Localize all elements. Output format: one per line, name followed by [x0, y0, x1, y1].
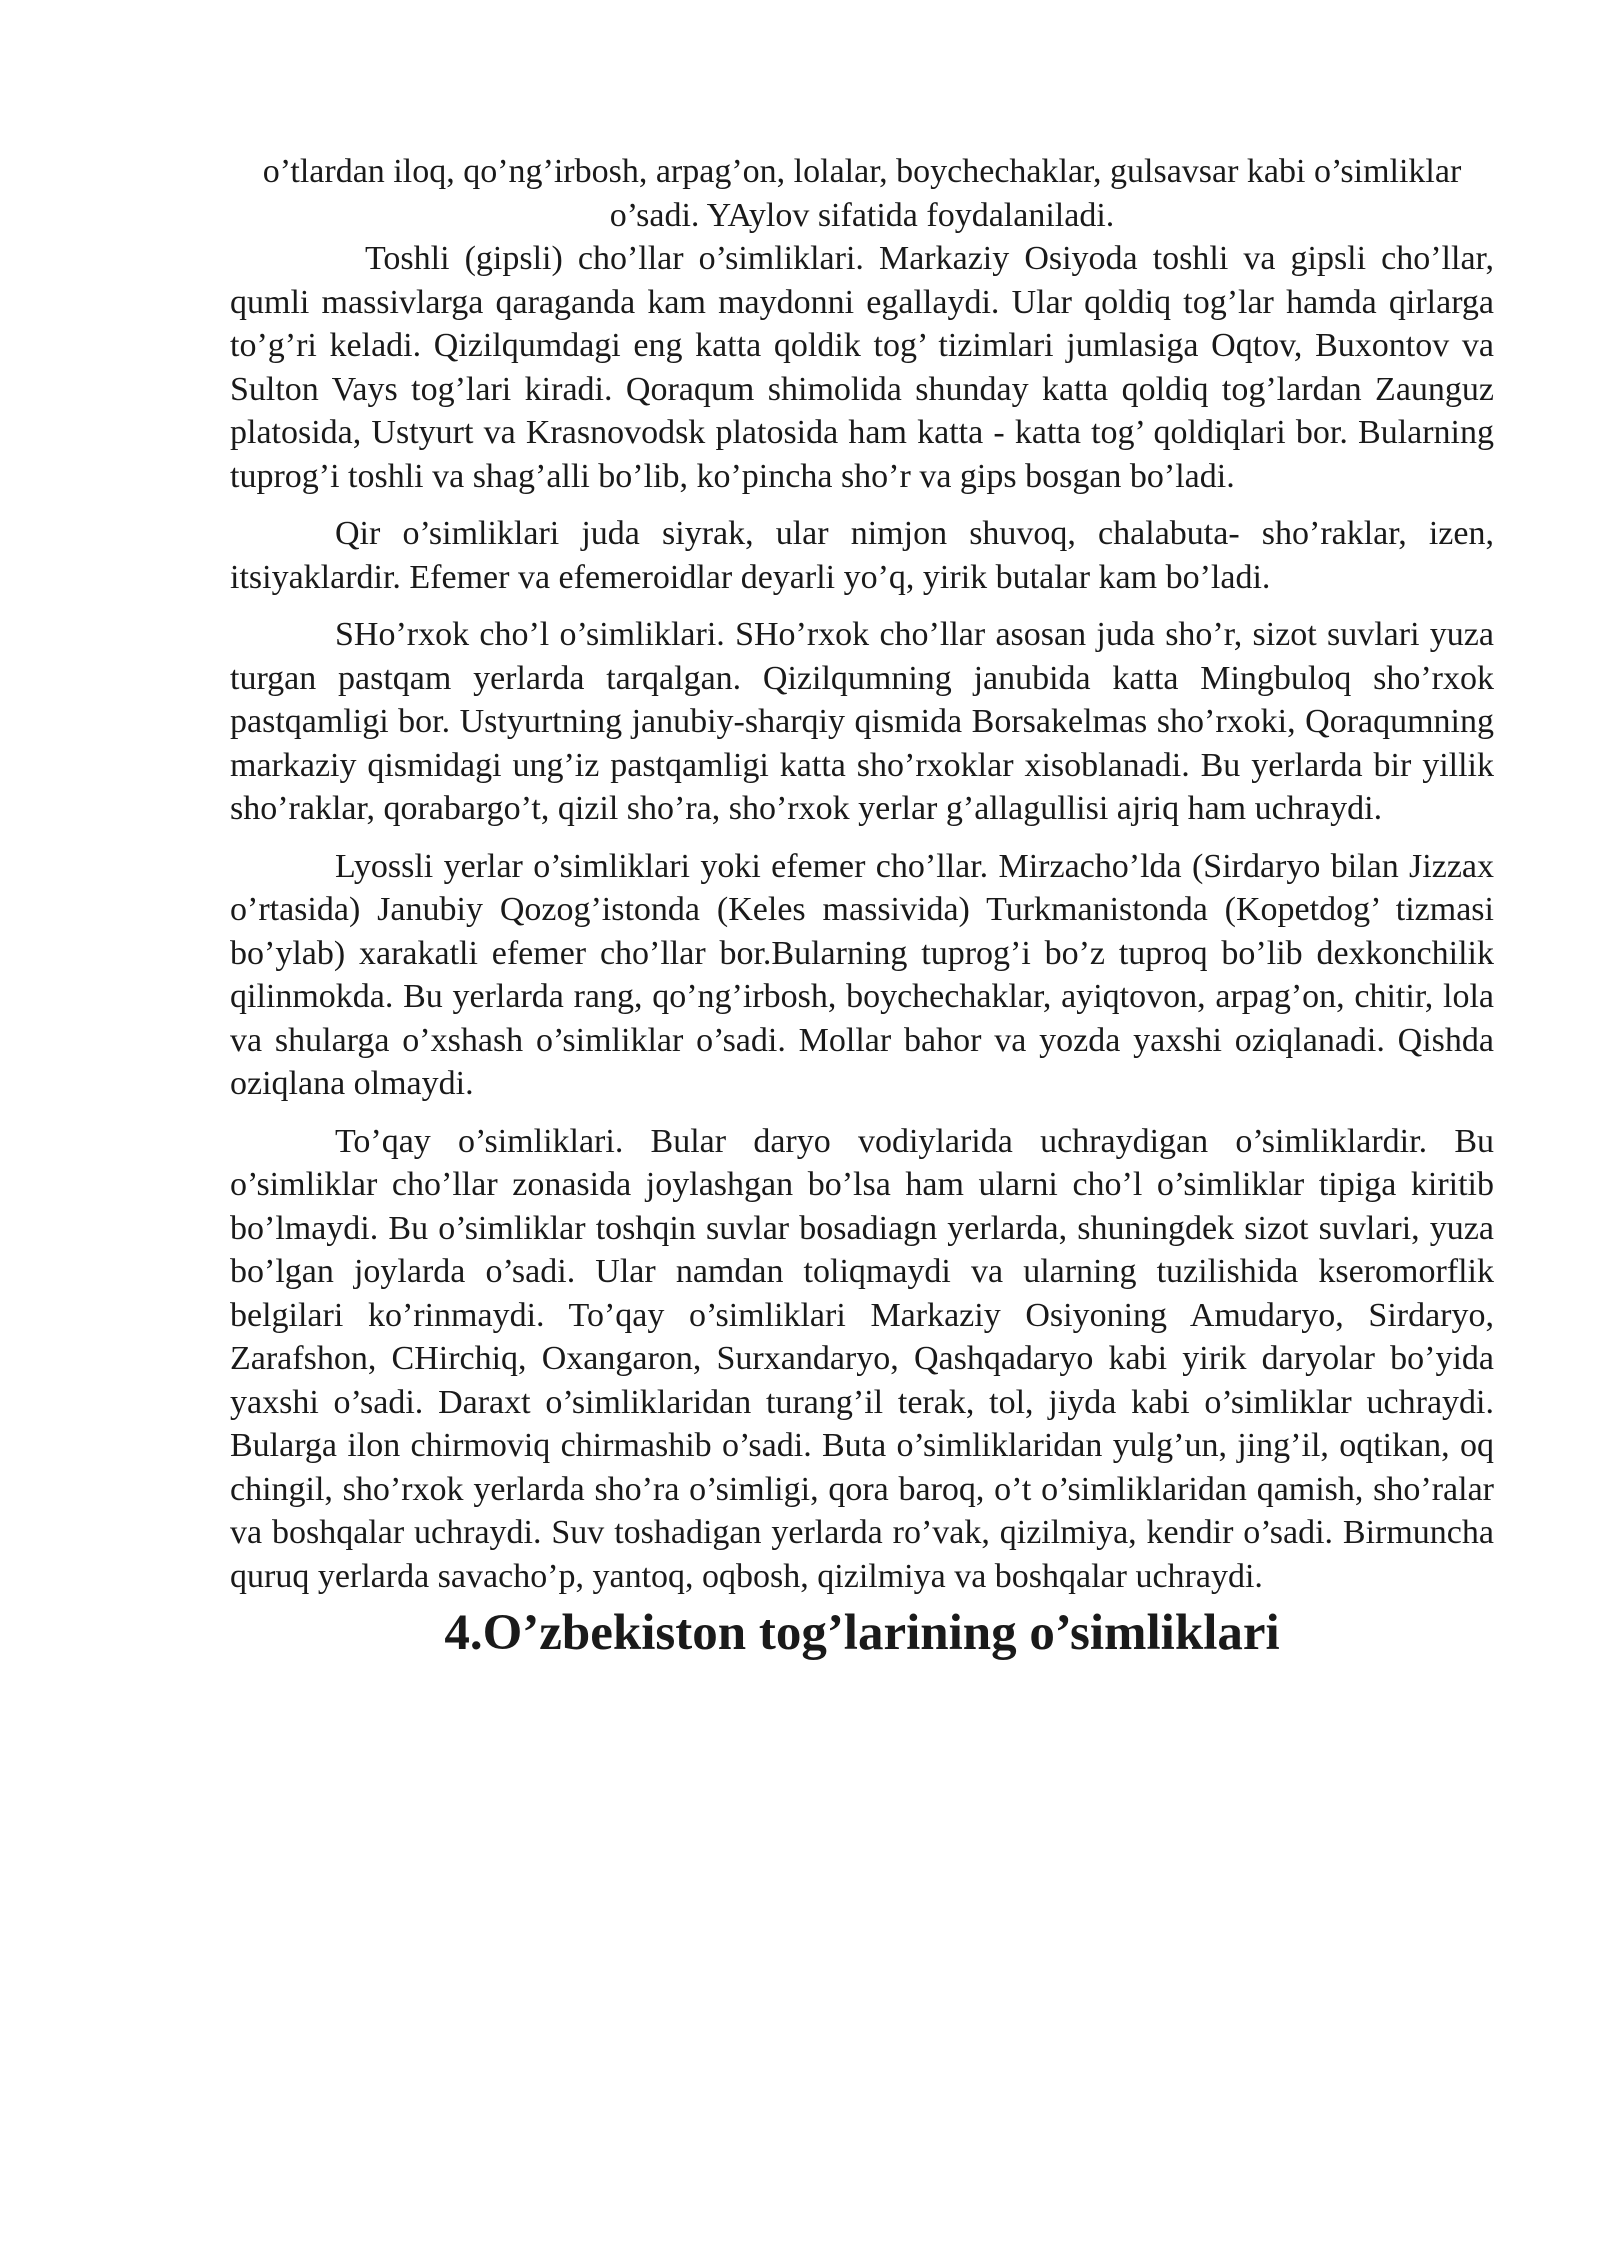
- paragraph-continuation: o’tlardan iloq, qo’ng’irbosh, arpag’on, lolalar, boychechaklar, gulsavsar kabi o’simliklar o’sadi. YAylov sifatida foydalaniladi.: [262, 153, 1462, 234]
- paragraph-tugai-plants: To’qay o’simliklari. Bular daryo vodiylarida uchraydigan o’simliklardir. Bu o’simliklar cho’llar zonasida joylashgan bo’lsa ham ularni cho’l o’simliklar tipiga kiritib bo’lmaydi. Bu o’simliklar toshqin suvlar bosadiagn yerlarda, shuningdek sizot suvlari, yuza bo’lgan joylarda o’sadi. Ular namdan toliqmaydi va ularning tuzilishida kseromorflik belgilari ko’rinmaydi. To’qay o’simliklari Markaziy Osiyoning Amudaryo, Sirdaryo, Zarafshon, CHirchiq, Oxangaron, Surxandaryo, Qashqadaryo kabi yirik daryolar bo’yida yaxshi o’sadi. Daraxt o’simliklaridan turang’il terak, tol, jiyda kabi o’simliklar uchraydi. Bularga ilon chirmoviq chirmashib o’sadi. Buta o’simliklaridan yulg’un, jing’il, oqtikan, oq chingil, sho’rxok yerlarda sho’ra o’simligi, qora baroq, o’t o’simliklaridan qamish, sho’ralar va boshqalar uchraydi. Suv toshadigan yerlarda ro’vak, qizilmiya, kendir o’sadi. Birmuncha quruq yerlarda savacho’p, yantoq, oqbosh, qizilmiya va boshqalar uchraydi.: [230, 1122, 1494, 1595]
- section-heading: 4.O’zbekiston tog’larining o’simliklari: [444, 1605, 1280, 1661]
- paragraph-stony-deserts: Toshli (gipsli) cho’llar o’simliklari. Markaziy Osiyoda toshli va gipsli cho’llar, qumli massivlarga qaraganda kam maydonni egallaydi. Ular qoldiq tog’lar hamda qirlarga to’g’ri keladi. Qizilqumdagi eng katta qoldik tog’ tizimlari jumlasiga Oqtov, Buxontov va Sulton Vays tog’lari kiradi. Qoraqum shimolida shunday katta qoldiq tog’lardan Zaunguz platosida, Ustyurt va Krasnovodsk platosida ham katta - katta tog’ qoldiqlari bor. Bularning tuprog’i toshli va shag’alli bo’lib, ko’pincha sho’r va gips bosgan bo’ladi.: [230, 240, 1494, 495]
- paragraph-saline-deserts: SHo’rxok cho’l o’simliklari. SHo’rxok cho’llar asosan juda sho’r, sizot suvlari yuza turgan pastqam yerlarda tarqalgan. Qizilqumning janubida katta Mingbuloq sho’rxok pastqamligi bor. Ustyurtning janubiy-sharqiy qismida Borsakelmas sho’rxoki, Qoraqumning markaziy qismidagi ung’iz pastqamligi katta sho’rxoklar xisoblanadi. Bu yerlarda bir yillik sho’raklar, qorabargo’t, qizil sho’ra, sho’rxok yerlar g’allagullisi ajriq ham uchraydi.: [230, 616, 1494, 827]
- paragraph-loess-lands: Lyossli yerlar o’simliklari yoki efemer cho’llar. Mirzacho’lda (Sirdaryo bilan Jizzax o’rtasida) Janubiy Qozog’istonda (Keles massivida) Turkmanistonda (Kopetdog’ tizmasi bo’ylab) xarakatli efemer cho’llar bor.Bularning tuprog’i bo’z tuproq bo’lib dexkonchilik qilinmokda. Bu yerlarda rang, qo’ng’irbosh, boychechaklar, ayiqtovon, arpag’on, chitir, lola va shularga o’xshash o’simliklar o’sadi. Mollar bahor va yozda yaxshi oziqlanadi. Qishda oziqlana olmaydi.: [230, 847, 1494, 1102]
- paragraph-hill-plants: Qir o’simliklari juda siyrak, ular nimjon shuvoq, chalabuta- sho’raklar, izen, itsiyaklardir. Efemer va efemeroidlar deyarli yo’q, yirik butalar kam bo’ladi.: [230, 515, 1494, 596]
- document-body: [230, 150, 1494, 1661]
